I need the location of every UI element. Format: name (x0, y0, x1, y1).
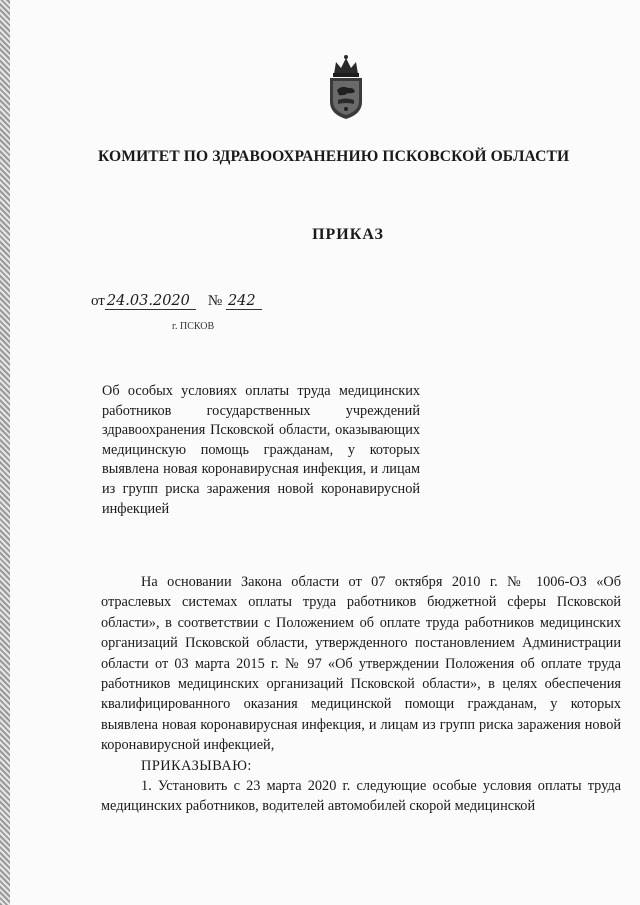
date-prefix: от (91, 293, 105, 309)
date-value: 24.03.2020 (105, 293, 196, 310)
body-paragraph: На основании Закона области от 07 октября 2010 г. № 1006-ОЗ «Об отраслевых системах оплаты труда работников бюджетной сферы Псковской области», в соответствии с Положением об оплате труда работников медицинских организаций Псковской области, утвержденного постановлением Администрации области от 03 марта 2015 г. № 97 «Об утверждении Положения об оплате труда работников медицинских организаций Псковской области», в целях обеспечения квалифицированного оказания медицинской помощи гражданам, у которых выявлена новая коронавирусная инфекция, и лицам из групп риска заражения новой коронавирусной инфекцией, (101, 574, 621, 754)
document-body (101, 572, 621, 817)
document-page (10, 0, 640, 905)
order-word: ПРИКАЗЫВАЮ: (141, 757, 252, 774)
organization-title: КОМИТЕТ ПО ЗДРАВООХРАНЕНИЮ ПСКОВСКОЙ ОБЛАСТИ (98, 148, 570, 165)
coat-of-arms-icon (324, 54, 368, 120)
document-subject: Об особых условиях оплаты труда медицинских работников государственных учреждений здравоохранения Псковской области, оказывающих медицинскую помощь гражданам, у которых выявлена новая коронавирусная инфекция, и лицам из групп риска заражения новой коронавирусной инфекцией (102, 383, 420, 517)
document-meta (91, 293, 262, 310)
body-paragraph: 1. Установить с 23 марта 2020 г. следующие особые условия оплаты труда медицинских работников, водителей автомобилей скорой медицинской (101, 778, 621, 815)
document-type: ПРИКАЗ (312, 226, 384, 243)
number-prefix: № (207, 293, 223, 309)
place-of-issue: г. ПСКОВ (172, 321, 215, 332)
scan-edge (0, 0, 10, 905)
number-value: 242 (226, 293, 262, 310)
